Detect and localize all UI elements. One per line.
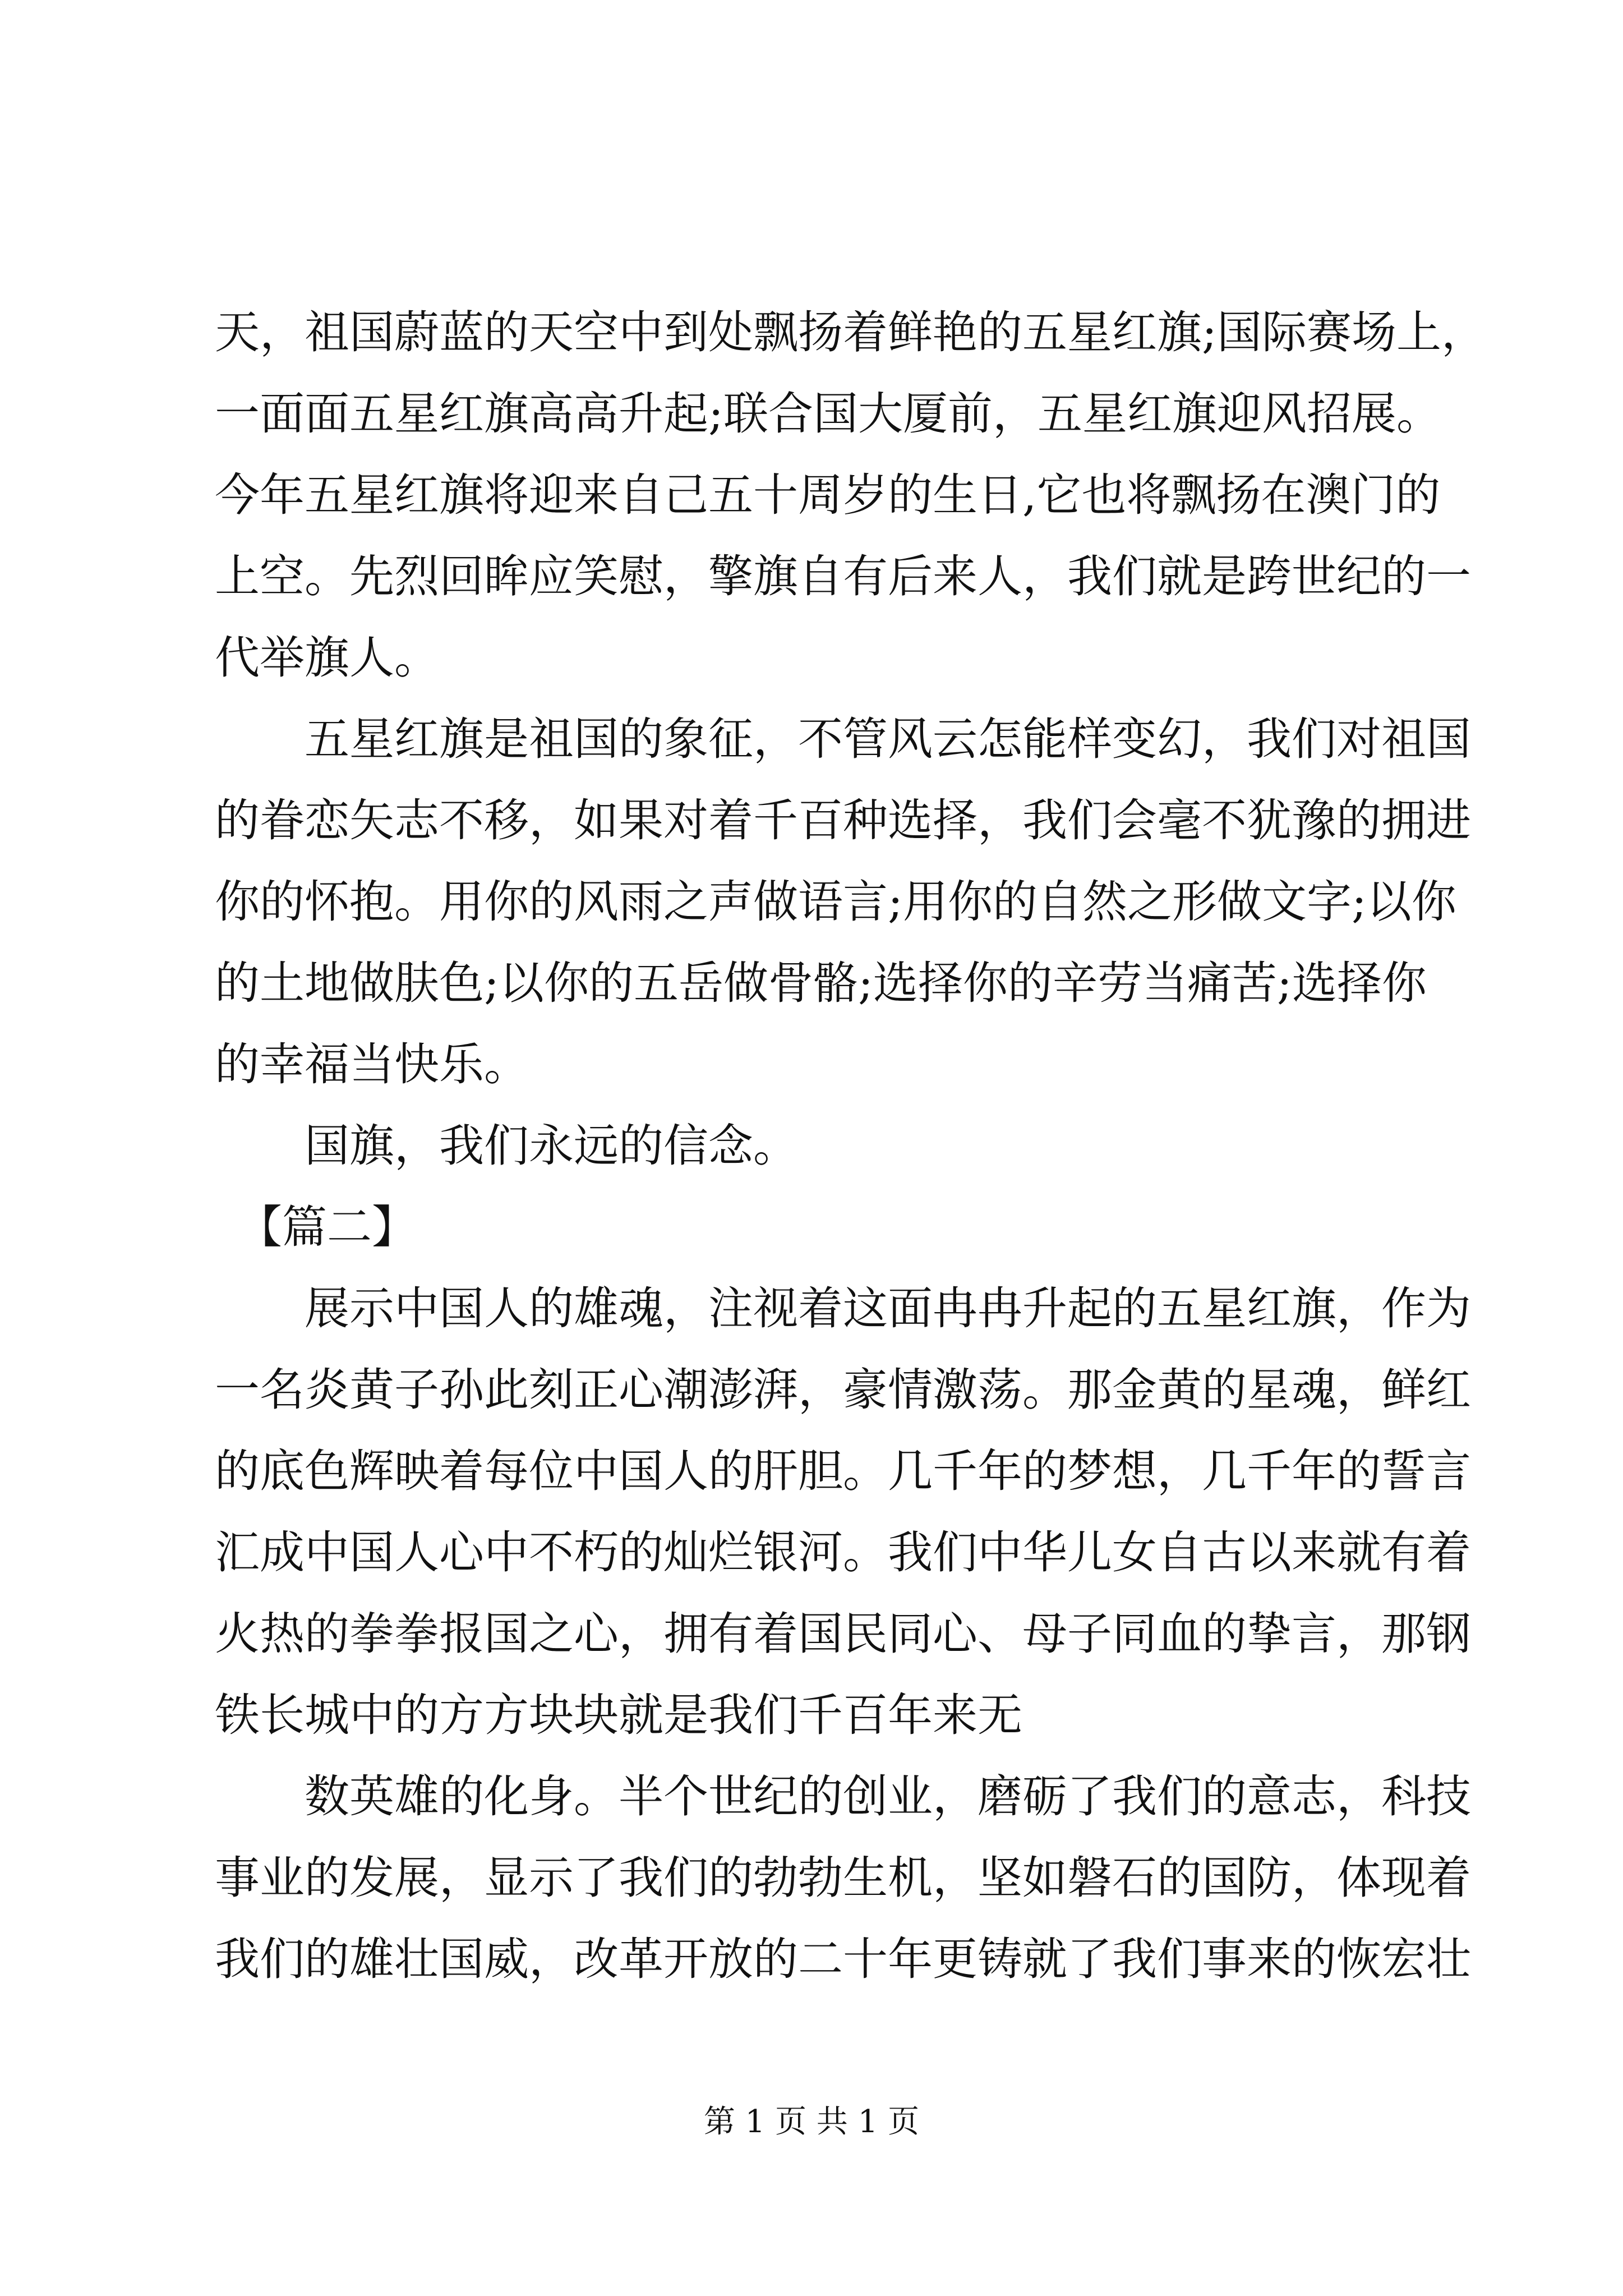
text-line: 你的怀抱。用你的风雨之声做语言;用你的自然之形做文字;以你 (215, 876, 1456, 928)
text-line: 国旗，我们永远的信念。 (215, 1120, 798, 1172)
page-footer: 第 1 页 共 1 页 (703, 2104, 920, 2140)
section-heading: 【篇二】 (215, 1201, 417, 1253)
text-line: 五星红旗是祖国的象征，不管风云怎能样变幻，我们对祖国 (215, 713, 1471, 765)
text-line: 的幸福当快乐。 (215, 1038, 529, 1091)
text-line: 汇成中国人心中不朽的灿烂银河。我们中华儿女自古以来就有着 (215, 1526, 1471, 1579)
text-line: 展示中国人的雄魂，注视着这面冉冉升起的五星红旗，作为 (215, 1282, 1471, 1335)
text-line: 的眷恋矢志不移，如果对着千百种选择，我们会毫不犹豫的拥进 (215, 794, 1471, 846)
text-line: 数英雄的化身。半个世纪的创业，磨砺了我们的意志，科技 (215, 1770, 1471, 1823)
text-line: 我们的雄壮国威，改革开放的二十年更铸就了我们事来的恢宏壮 (215, 1933, 1471, 1985)
text-line: 的底色辉映着每位中国人的肝胆。几千年的梦想，几千年的誓言 (215, 1445, 1471, 1497)
text-line: 火热的拳拳报国之心，拥有着国民同心、母子同血的挚言，那钢 (215, 1608, 1471, 1660)
text-line: 铁长城中的方方块块就是我们千百年来无 (215, 1689, 1022, 1741)
text-line: 一面面五星红旗高高升起;联合国大厦前，五星红旗迎风招展。 (215, 388, 1441, 440)
text-line: 今年五星红旗将迎来自己五十周岁的生日,它也将飘扬在澳门的 (215, 469, 1441, 521)
text-line: 代举旗人。 (215, 632, 439, 684)
body-text (215, 292, 1486, 2000)
text-line: 天，祖国蔚蓝的天空中到处飘扬着鲜艳的五星红旗;国际赛场上， (215, 306, 1486, 358)
text-line: 事业的发展，显示了我们的勃勃生机，坚如磐石的国防，体现着 (215, 1852, 1471, 1904)
text-line: 一名炎黄子孙此刻正心潮澎湃，豪情激荡。那金黄的星魂，鲜红 (215, 1364, 1471, 1416)
text-line: 的土地做肤色;以你的五岳做骨骼;选择你的辛劳当痛苦;选择你 (215, 957, 1427, 1009)
text-line: 上空。先烈回眸应笑慰，擎旗自有后来人，我们就是跨世纪的一 (215, 550, 1471, 602)
